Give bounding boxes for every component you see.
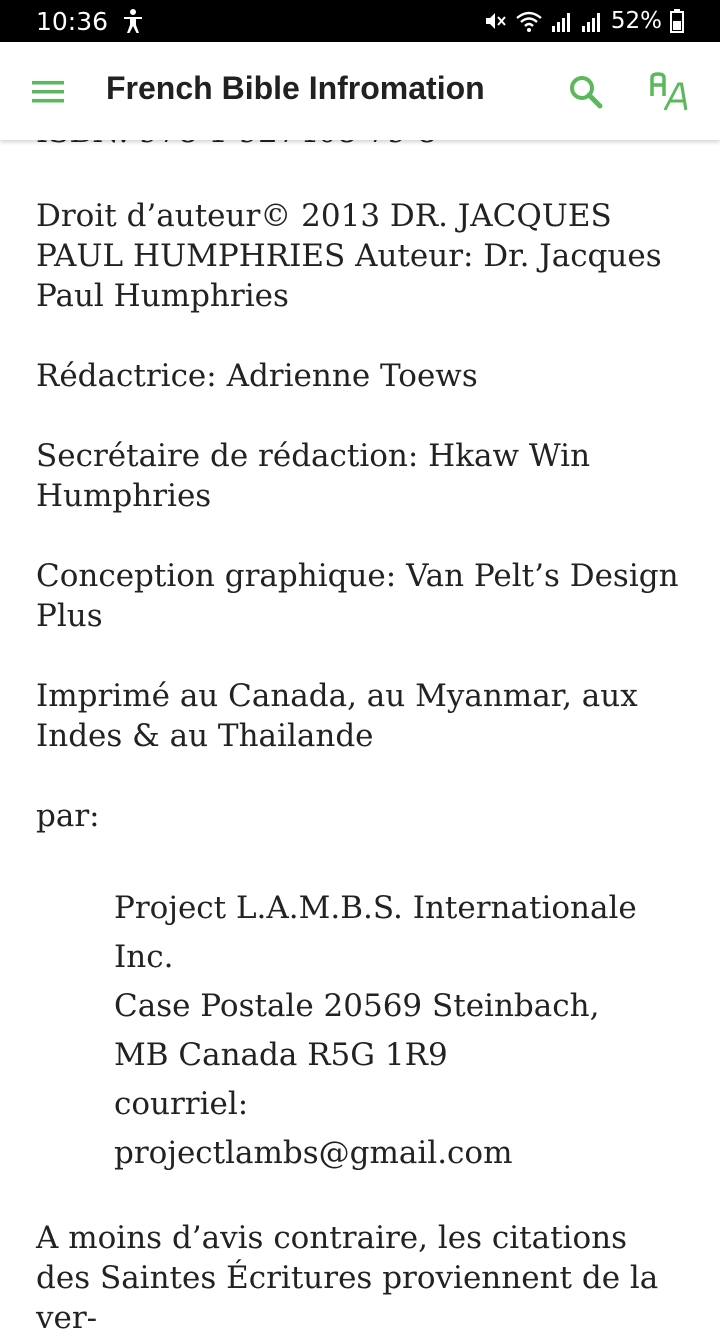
- hamburger-menu-icon: [30, 74, 66, 110]
- secretary-paragraph: Secrétaire de rédaction: Hkaw Win Humphries: [36, 438, 591, 514]
- wifi-icon: [515, 9, 543, 33]
- address-line: Inc.: [114, 939, 174, 975]
- status-time: 10:36: [36, 6, 109, 36]
- search-button[interactable]: [566, 72, 606, 112]
- citation-paragraph: A moins d’avis contraire, les citations des Saintes Écritures proviennent de la ver-: [36, 1220, 659, 1336]
- status-bar: [0, 0, 720, 42]
- mute-icon: [483, 9, 507, 33]
- address-line: courriel:: [114, 1086, 249, 1122]
- accessibility-icon: [122, 8, 144, 34]
- menu-button[interactable]: [30, 74, 66, 110]
- address-line: Project L.A.M.B.S. Internationale: [114, 890, 637, 926]
- editor-paragraph: Rédactrice: Adrienne Toews: [36, 358, 478, 394]
- font-size-icon: [648, 70, 694, 116]
- email-link[interactable]: projectlambs@gmail.com: [114, 1135, 513, 1171]
- copyright-paragraph: Droit d’auteur© 2013 DR. JACQUES PAUL HUMPHRIES Auteur: Dr. Jacques Paul Humphries: [36, 198, 662, 314]
- page-title: French Bible Infromation: [106, 70, 485, 106]
- address-line: Case Postale 20569 Steinbach,: [114, 988, 600, 1024]
- font-size-button[interactable]: [648, 70, 694, 116]
- content-area[interactable]: [0, 140, 720, 1336]
- search-icon: [566, 72, 606, 112]
- address-block: [114, 884, 674, 1178]
- signal-icon-1: [551, 9, 573, 33]
- design-paragraph: Conception graphique: Van Pelt’s Design Plus: [36, 558, 679, 634]
- battery-percent: 52%: [610, 8, 662, 34]
- app-bar: [0, 42, 720, 140]
- signal-icon-2: [581, 9, 603, 33]
- battery-icon: [670, 9, 684, 33]
- printed-paragraph: Imprimé au Canada, au Myanmar, aux Indes & au Thailande: [36, 678, 638, 754]
- address-line: MB Canada R5G 1R9: [114, 1037, 448, 1073]
- par-label: par:: [36, 798, 100, 834]
